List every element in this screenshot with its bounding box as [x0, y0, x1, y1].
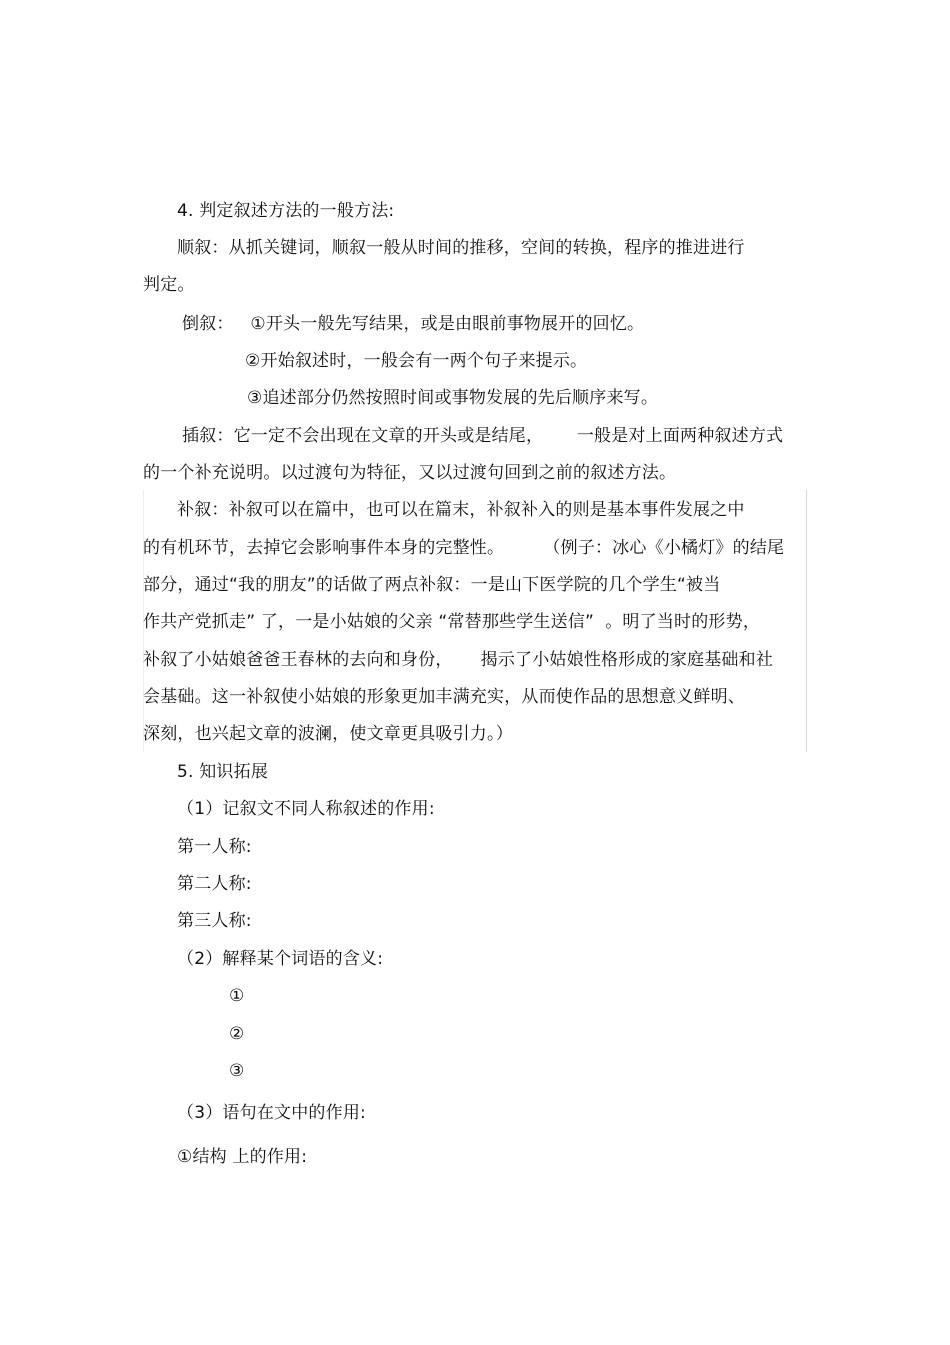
buxu-line-3: 部分，通过“我的朋友”的话做了两点补叙：一是山下医学院的几个学生“被当: [143, 575, 721, 595]
chaxu-line-2: 的一个补充说明。以过渡句为特征，又以过渡句回到之前的叙述方法。: [143, 463, 677, 483]
section-4-heading: 4. 判定叙述方法的一般方法:: [177, 201, 395, 221]
daoxu-line-2: ②开始叙述时，一般会有一两个句子来提示。: [245, 351, 588, 371]
chaxu-line-1: 插叙：它一定不会出现在文章的开头或是结尾， 一般是对上面两种叙述方式: [182, 426, 784, 446]
second-person-label: 第二人称:: [177, 874, 252, 894]
item-3: （3）语句在文中的作用:: [177, 1103, 366, 1123]
third-person-label: 第三人称:: [177, 911, 252, 931]
buxu-line-1: 补叙：补叙可以在篇中，也可以在篇末，补叙补入的则是基本事件发展之中: [177, 500, 745, 520]
buxu-line-4: 作共产党抓走” 了，一是小姑娘的父亲 “常替那些学生送信” 。明了当时的形势，: [143, 612, 761, 632]
circled-2: ②: [229, 1024, 245, 1044]
section-5-heading: 5. 知识拓展: [177, 762, 269, 782]
buxu-line-6: 会基础。这一补叙使小姑娘的形象更加丰满充实，从而使作品的思想意义鲜明、: [143, 687, 745, 707]
first-person-label: 第一人称:: [177, 837, 252, 857]
item-1: （1）记叙文不同人称叙述的作用:: [177, 799, 435, 819]
circled-1: ①: [229, 986, 245, 1006]
item-2: （2）解释某个词语的含义:: [177, 949, 384, 969]
daoxu-line-3: ③追述部分仍然按照时间或事物发展的先后顺序来写。: [247, 388, 659, 408]
shunxu-line-1: 顺叙：从抓关键词，顺叙一般从时间的推移，空间的转换，程序的推进进行: [177, 238, 745, 258]
structure-role-label: ①结构 上的作用:: [177, 1147, 308, 1167]
example-box-right-border: [806, 490, 807, 752]
daoxu-line-1: 倒叙： ①开头一般先写结果，或是由眼前事物展开的回忆。: [182, 314, 645, 334]
buxu-line-5: 补叙了小姑娘爸爸王春林的去向和身份， 揭示了小姑娘性格形成的家庭基础和社: [143, 650, 774, 670]
buxu-line-7: 深刻，也兴起文章的波澜，使文章更具吸引力。）: [143, 724, 513, 744]
shunxu-line-2: 判定。: [143, 275, 195, 295]
buxu-line-2: 的有机环节，去掉它会影响事件本身的完整性。 （例子：冰心《小橘灯》的结尾: [143, 538, 785, 558]
circled-3: ③: [229, 1061, 245, 1081]
